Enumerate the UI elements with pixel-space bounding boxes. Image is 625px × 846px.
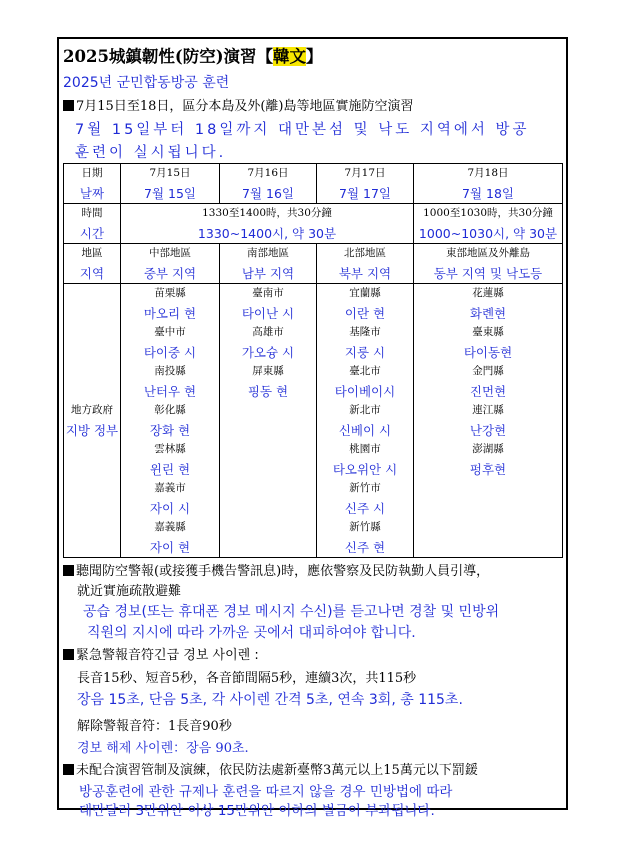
gov-kr: 타이동현 [463, 344, 513, 360]
gov-kr: 지룽 시 [344, 344, 386, 360]
gov-zh: 高雄市 [252, 326, 284, 338]
date-row [64, 164, 563, 204]
section2-zh-line1: 聽聞防空警報(或接獲手機告警訊息)時，應依警察及民防執勤人員引導， [76, 564, 490, 579]
section4-kr-line1: 방공훈련에 관한 규제나 훈련을 따르지 않을 경우 민방법에 따라 [79, 784, 453, 800]
region-zh: 東部地區及外離島 [446, 247, 530, 259]
gov-zh: 屏東縣 [252, 365, 284, 377]
date-kr: 7월 17일 [339, 185, 391, 201]
gov-kr: 타이난 시 [241, 305, 295, 321]
bullet-square-icon [63, 100, 74, 111]
gov-zh: 新竹縣 [349, 521, 381, 533]
region-zh: 中部地區 [149, 247, 191, 259]
notice-frame [57, 37, 568, 819]
region-cell [317, 244, 414, 284]
gov-kr: 자이 현 [149, 539, 191, 555]
time-label-zh: 時間 [81, 207, 103, 219]
time-label-cell [64, 204, 121, 244]
time-label-kr: 시간 [79, 225, 105, 241]
gov-zh: 澎湖縣 [472, 443, 504, 455]
section3-kr-line: 장음 15초, 단음 5초, 각 사이렌 간격 5초, 연속 3회, 총 115초. [77, 692, 463, 708]
gov-zh: 臺東縣 [472, 326, 504, 338]
date-kr: 7월 18일 [462, 185, 514, 201]
gov-kr: 펑후현 [469, 461, 507, 477]
gov-kr: 핑동 현 [247, 383, 289, 399]
region-row [64, 244, 563, 284]
region-label-cell [64, 244, 121, 284]
gov-zh: 新北市 [349, 404, 381, 416]
gov-kr: 자이 시 [149, 500, 191, 516]
date-label-kr: 날짜 [79, 185, 105, 201]
date-cell [317, 164, 414, 204]
gov-kr: 신주 시 [344, 500, 386, 516]
gov-zh: 臺北市 [349, 365, 381, 377]
release-siren-kr: 경보 해제 사이렌：장음 90초. [77, 741, 249, 756]
title-bracket-close: 】 [306, 47, 323, 66]
section4-heading [63, 759, 478, 778]
gov-kr: 윈린 현 [149, 461, 191, 477]
gov-zh: 金門縣 [472, 365, 504, 377]
date-cell [121, 164, 220, 204]
gov-kr: 난강현 [469, 422, 507, 438]
region-kr: 남부 지역 [241, 265, 295, 281]
date-zh: 7月17日 [344, 167, 386, 179]
section3-heading [63, 644, 259, 663]
section2-zh-line2: 就近實施疏散避難 [77, 584, 182, 599]
section4-kr-line2: 대만달러 3만위안 이상 15만위안 이하의 벌금이 부과됩니다. [79, 803, 435, 819]
region-kr: 북부 지역 [338, 265, 392, 281]
date-zh: 7月16日 [247, 167, 289, 179]
gov-zh: 花蓮縣 [472, 287, 504, 299]
gov-kr: 난터우 현 [143, 383, 197, 399]
gov-list-south [220, 284, 317, 558]
gov-kr: 이란 현 [344, 305, 386, 321]
gov-kr: 장화 현 [149, 422, 191, 438]
region-zh: 北部地區 [344, 247, 386, 259]
gov-zh: 嘉義市 [154, 482, 186, 494]
time-last-kr: 1000~1030시, 약 30분 [418, 225, 558, 241]
gov-label-kr: 지방 정부 [65, 422, 119, 438]
gov-kr: 타이중 시 [143, 344, 197, 360]
release-siren-zh: 解除警報音符：1長音90秒 [77, 719, 232, 734]
time-last-zh: 1000至1030時，共30分鐘 [423, 207, 553, 219]
time-main-cell [121, 204, 414, 244]
gov-zh: 桃園市 [349, 443, 381, 455]
time-last-cell [414, 204, 563, 244]
gov-zh: 臺中市 [154, 326, 186, 338]
date-label-zh: 日期 [81, 167, 103, 179]
gov-list-north [317, 284, 414, 558]
region-zh: 南部地區 [247, 247, 289, 259]
gov-list-east [414, 284, 563, 558]
region-cell [414, 244, 563, 284]
bullet-square-icon [63, 649, 74, 660]
gov-zh: 宜蘭縣 [349, 287, 381, 299]
time-row [64, 204, 563, 244]
region-cell [121, 244, 220, 284]
gov-label-cell [64, 284, 121, 558]
page-subtitle: 2025년 군민합동방공 훈련 [63, 75, 230, 91]
section2-kr-line1: 공습 경보(또는 휴대폰 경보 메시지 수신)를 듣고나면 경찰 및 민방위 [83, 604, 500, 620]
gov-kr: 신베이 시 [338, 422, 392, 438]
section2-heading [63, 560, 489, 579]
gov-label-zh: 地方政府 [71, 404, 113, 416]
date-zh: 7月15日 [149, 167, 191, 179]
date-cell [414, 164, 563, 204]
gov-kr: 타이베이시 [334, 383, 396, 399]
section1-kr-line1: 7월 15일부터 18일까지 대만본섬 및 낙도 지역에서 방공 [75, 122, 530, 138]
gov-zh: 臺南市 [252, 287, 284, 299]
gov-zh: 基隆市 [349, 326, 381, 338]
section3-zh-line: 長音15秒、短音5秒，各音節間隔5秒，連續3次，共115秒 [77, 671, 417, 686]
date-cell [220, 164, 317, 204]
title-text: 2025城鎮韌性(防空)演習 [63, 47, 257, 66]
gov-zh: 南投縣 [154, 365, 186, 377]
region-kr: 중부 지역 [143, 265, 197, 281]
gov-row [64, 284, 563, 558]
time-main-kr: 1330~1400시, 약 30분 [197, 225, 337, 241]
time-main-zh: 1330至1400時，共30分鐘 [202, 207, 332, 219]
title-highlight: 韓文 [273, 47, 307, 66]
gov-zh: 苗栗縣 [154, 287, 186, 299]
section4-zh: 未配合演習管制及演練，依民防法處新臺幣3萬元以上15萬元以下罰鍰 [76, 763, 478, 778]
gov-kr: 가오슝 시 [241, 344, 295, 360]
gov-zh: 嘉義縣 [154, 521, 186, 533]
gov-zh: 新竹市 [349, 482, 381, 494]
section3-heading-zh: 緊急警報音符 [76, 648, 155, 663]
date-zh: 7月18日 [467, 167, 509, 179]
schedule-table [63, 163, 563, 558]
section1-zh: 7月15日至18日，區分本島及外(離)島等地區實施防空演習 [76, 99, 414, 114]
section1-heading [63, 95, 414, 114]
region-label-kr: 지역 [79, 265, 105, 281]
section1-kr-line2: 훈련이 실시됩니다. [75, 145, 227, 161]
gov-kr: 진먼현 [469, 383, 507, 399]
date-kr: 7월 15일 [144, 185, 196, 201]
date-label-cell [64, 164, 121, 204]
region-kr: 동부 지역 및 낙도등 [433, 265, 543, 281]
region-cell [220, 244, 317, 284]
gov-zh: 連江縣 [472, 404, 504, 416]
title-bracket-open: 【 [256, 47, 274, 66]
gov-kr: 화롄현 [469, 305, 507, 321]
bullet-square-icon [63, 565, 74, 576]
page-title [63, 43, 323, 67]
date-kr: 7월 16일 [242, 185, 294, 201]
gov-list-central [121, 284, 220, 558]
bullet-square-icon [63, 764, 74, 775]
gov-zh: 雲林縣 [154, 443, 186, 455]
gov-zh: 彰化縣 [154, 404, 186, 416]
region-label-zh: 地區 [81, 247, 103, 259]
gov-kr: 신주 현 [344, 539, 386, 555]
section2-kr-line2: 직원의 지시에 따라 가까운 곳에서 대피하여야 합니다. [87, 625, 416, 641]
gov-kr: 마오리 현 [143, 305, 197, 321]
gov-kr: 타오위안 시 [332, 461, 398, 477]
section3-heading-kr: 긴급 경보 사이렌 : [154, 648, 259, 663]
